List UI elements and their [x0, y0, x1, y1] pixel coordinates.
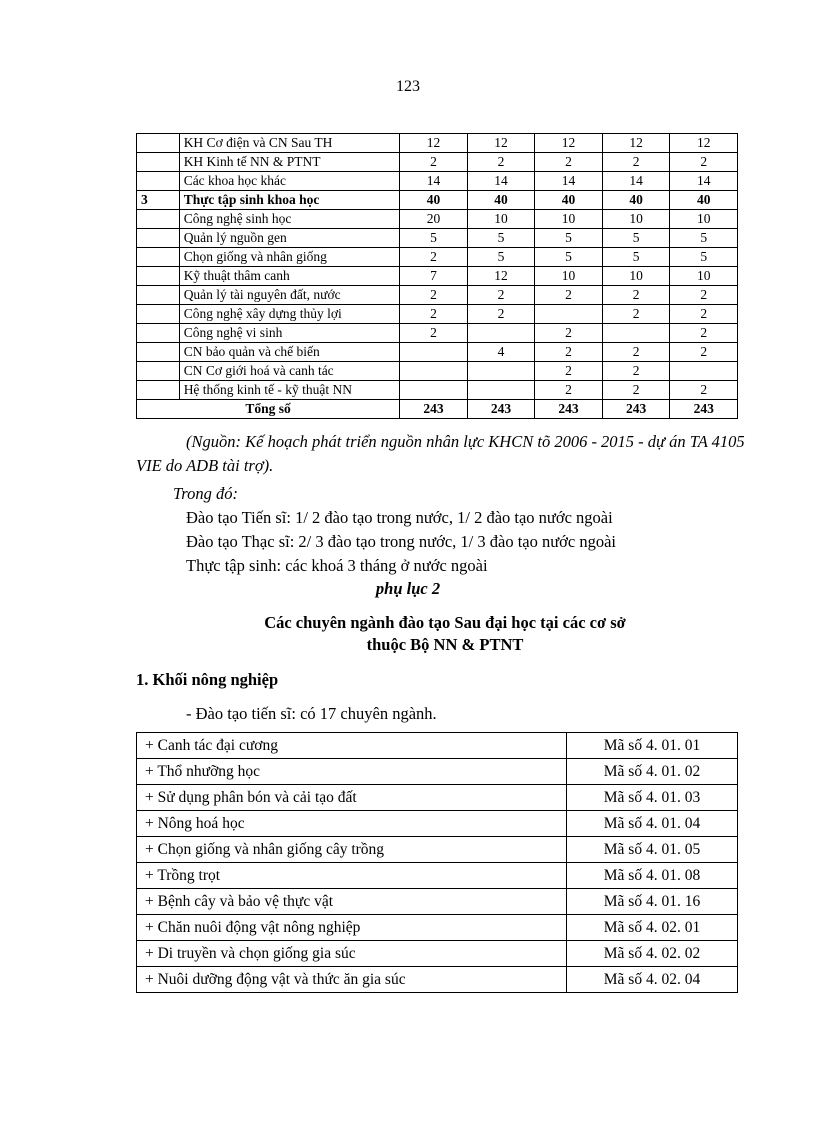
value-cell: 2 [400, 248, 468, 267]
total-row [137, 400, 738, 419]
value-cell: 2 [602, 305, 670, 324]
total-value: 243 [535, 400, 603, 419]
list-item [137, 941, 738, 967]
list-item [137, 889, 738, 915]
value-cell: 12 [467, 134, 535, 153]
row-name: Công nghệ sinh học [179, 210, 400, 229]
table-row [137, 210, 738, 229]
value-cell: 5 [535, 229, 603, 248]
value-cell: 5 [400, 229, 468, 248]
value-cell: 10 [535, 210, 603, 229]
table-row [137, 229, 738, 248]
value-cell: 40 [400, 191, 468, 210]
specialization-table [136, 732, 738, 993]
table-row [137, 248, 738, 267]
specialization-name: + Thổ nhưỡng học [137, 759, 567, 785]
list-item [137, 915, 738, 941]
table-row [137, 286, 738, 305]
value-cell: 40 [602, 191, 670, 210]
row-name: KH Cơ điện và CN Sau TH [179, 134, 400, 153]
row-name: Kỹ thuật thâm canh [179, 267, 400, 286]
table-row [137, 153, 738, 172]
list-item [137, 759, 738, 785]
value-cell [670, 362, 738, 381]
value-cell: 4 [467, 343, 535, 362]
specialization-name: + Nuôi dưỡng động vật và thức ăn gia súc [137, 967, 567, 993]
row-name: Công nghệ xây dựng thủy lợi [179, 305, 400, 324]
specialization-name: + Chăn nuôi động vật nông nghiệp [137, 915, 567, 941]
value-cell: 40 [670, 191, 738, 210]
table-row [137, 362, 738, 381]
appendix-title-line-2: thuộc Bộ NN & PTNT [366, 635, 524, 654]
total-value: 243 [400, 400, 468, 419]
value-cell: 10 [535, 267, 603, 286]
value-cell: 2 [467, 286, 535, 305]
value-cell: 2 [400, 286, 468, 305]
page-number: 123 [396, 78, 420, 95]
list-item [137, 785, 738, 811]
row-index [137, 172, 180, 191]
row-index [137, 229, 180, 248]
row-name: KH Kinh tế NN & PTNT [179, 153, 400, 172]
row-index [137, 210, 180, 229]
row-name: Chọn giống và nhân giống [179, 248, 400, 267]
value-cell: 10 [467, 210, 535, 229]
table-row [137, 134, 738, 153]
value-cell [400, 362, 468, 381]
value-cell: 2 [400, 153, 468, 172]
masters-training-line: Đào tạo Thạc sĩ: 2/ 3 đào tạo trong nước, 1/ 3 đào tạo nước ngoài [186, 532, 617, 551]
value-cell: 2 [535, 343, 603, 362]
value-cell: 5 [602, 248, 670, 267]
list-item [137, 967, 738, 993]
appendix-title [0, 612, 816, 656]
row-index [137, 324, 180, 343]
value-cell: 2 [602, 362, 670, 381]
total-value: 243 [602, 400, 670, 419]
value-cell [400, 343, 468, 362]
value-cell: 2 [400, 324, 468, 343]
table-row [137, 324, 738, 343]
subheading: - Đào tạo tiến sĩ: có 17 chuyên ngành. [186, 704, 437, 723]
value-cell: 2 [602, 286, 670, 305]
row-index [137, 305, 180, 324]
value-cell: 10 [602, 210, 670, 229]
training-plan-table [136, 133, 738, 419]
table-row [137, 191, 738, 210]
value-cell: 40 [467, 191, 535, 210]
value-cell: 2 [670, 305, 738, 324]
row-index [137, 362, 180, 381]
value-cell [467, 381, 535, 400]
value-cell: 2 [602, 343, 670, 362]
value-cell: 5 [670, 248, 738, 267]
value-cell: 5 [602, 229, 670, 248]
value-cell: 14 [467, 172, 535, 191]
value-cell [535, 305, 603, 324]
value-cell: 5 [467, 229, 535, 248]
section-heading: 1. Khối nông nghiệp [136, 670, 279, 689]
row-index [137, 134, 180, 153]
row-index [137, 267, 180, 286]
table-row [137, 172, 738, 191]
value-cell: 2 [400, 305, 468, 324]
specialization-name: + Chọn giống và nhân giống cây trồng [137, 837, 567, 863]
row-index [137, 153, 180, 172]
specialization-code: Mã số 4. 01. 01 [567, 733, 738, 759]
table-row [137, 267, 738, 286]
specialization-name: + Sử dụng phân bón và cải tạo đất [137, 785, 567, 811]
value-cell: 10 [670, 267, 738, 286]
specialization-name: + Bệnh cây và bảo vệ thực vật [137, 889, 567, 915]
value-cell: 2 [602, 153, 670, 172]
table-row [137, 381, 738, 400]
value-cell: 12 [535, 134, 603, 153]
value-cell: 10 [602, 267, 670, 286]
value-cell: 2 [535, 324, 603, 343]
appendix-label: phụ lục 2 [375, 579, 441, 598]
row-index [137, 381, 180, 400]
specialization-code: Mã số 4. 02. 01 [567, 915, 738, 941]
value-cell: 2 [670, 286, 738, 305]
value-cell: 14 [670, 172, 738, 191]
specialization-code: Mã số 4. 01. 04 [567, 811, 738, 837]
appendix-title-line-1: Các chuyên ngành đào tạo Sau đại học tại các cơ sở [264, 613, 626, 632]
row-index: 3 [137, 191, 180, 210]
specialization-name: + Canh tác đại cương [137, 733, 567, 759]
table-row [137, 343, 738, 362]
value-cell [467, 362, 535, 381]
total-value: 243 [670, 400, 738, 419]
value-cell: 5 [670, 229, 738, 248]
value-cell: 2 [535, 286, 603, 305]
value-cell: 5 [535, 248, 603, 267]
row-name: Quản lý tài nguyên đất, nước [179, 286, 400, 305]
specialization-code: Mã số 4. 01. 05 [567, 837, 738, 863]
value-cell: 12 [467, 267, 535, 286]
list-item [137, 733, 738, 759]
value-cell: 14 [602, 172, 670, 191]
value-cell: 12 [400, 134, 468, 153]
row-index [137, 343, 180, 362]
specialization-code: Mã số 4. 01. 08 [567, 863, 738, 889]
row-index [137, 286, 180, 305]
value-cell [602, 324, 670, 343]
value-cell: 40 [535, 191, 603, 210]
row-name: Thực tập sinh khoa học [179, 191, 400, 210]
value-cell: 14 [400, 172, 468, 191]
value-cell: 2 [535, 362, 603, 381]
list-item [137, 863, 738, 889]
row-name: Các khoa học khác [179, 172, 400, 191]
trong-do-label: Trong đó: [173, 484, 238, 503]
value-cell: 12 [602, 134, 670, 153]
intern-training-line: Thực tập sinh: các khoá 3 tháng ở nước ngoài [186, 556, 488, 575]
phd-training-line: Đào tạo Tiến sĩ: 1/ 2 đào tạo trong nước, 1/ 2 đào tạo nước ngoài [186, 508, 613, 527]
value-cell: 2 [670, 324, 738, 343]
value-cell: 2 [535, 153, 603, 172]
value-cell: 2 [670, 343, 738, 362]
value-cell: 2 [535, 381, 603, 400]
value-cell: 20 [400, 210, 468, 229]
source-note: (Nguồn: Kế hoạch phát triển nguồn nhân lực KHCN tõ 2006 - 2015 - dự án TA 4105 VIE do ADB tài trợ). [136, 432, 745, 475]
specialization-name: + Di truyền và chọn giống gia súc [137, 941, 567, 967]
value-cell [400, 381, 468, 400]
row-name: Hệ thống kinh tế - kỹ thuật NN [179, 381, 400, 400]
value-cell: 7 [400, 267, 468, 286]
value-cell: 12 [670, 134, 738, 153]
row-name: CN Cơ giới hoá và canh tác [179, 362, 400, 381]
specialization-code: Mã số 4. 01. 03 [567, 785, 738, 811]
table-row [137, 305, 738, 324]
row-name: Công nghệ vi sinh [179, 324, 400, 343]
value-cell: 2 [467, 153, 535, 172]
specialization-code: Mã số 4. 02. 04 [567, 967, 738, 993]
value-cell: 5 [467, 248, 535, 267]
total-label: Tổng số [137, 400, 400, 419]
row-name: Quản lý nguồn gen [179, 229, 400, 248]
row-index [137, 248, 180, 267]
list-item [137, 811, 738, 837]
list-item [137, 837, 738, 863]
value-cell: 2 [670, 153, 738, 172]
row-name: CN bảo quản và chế biến [179, 343, 400, 362]
value-cell: 2 [602, 381, 670, 400]
value-cell: 2 [467, 305, 535, 324]
value-cell: 10 [670, 210, 738, 229]
specialization-code: Mã số 4. 02. 02 [567, 941, 738, 967]
value-cell: 14 [535, 172, 603, 191]
value-cell [467, 324, 535, 343]
specialization-code: Mã số 4. 01. 02 [567, 759, 738, 785]
specialization-name: + Trồng trọt [137, 863, 567, 889]
total-value: 243 [467, 400, 535, 419]
value-cell: 2 [670, 381, 738, 400]
specialization-code: Mã số 4. 01. 16 [567, 889, 738, 915]
specialization-name: + Nông hoá học [137, 811, 567, 837]
